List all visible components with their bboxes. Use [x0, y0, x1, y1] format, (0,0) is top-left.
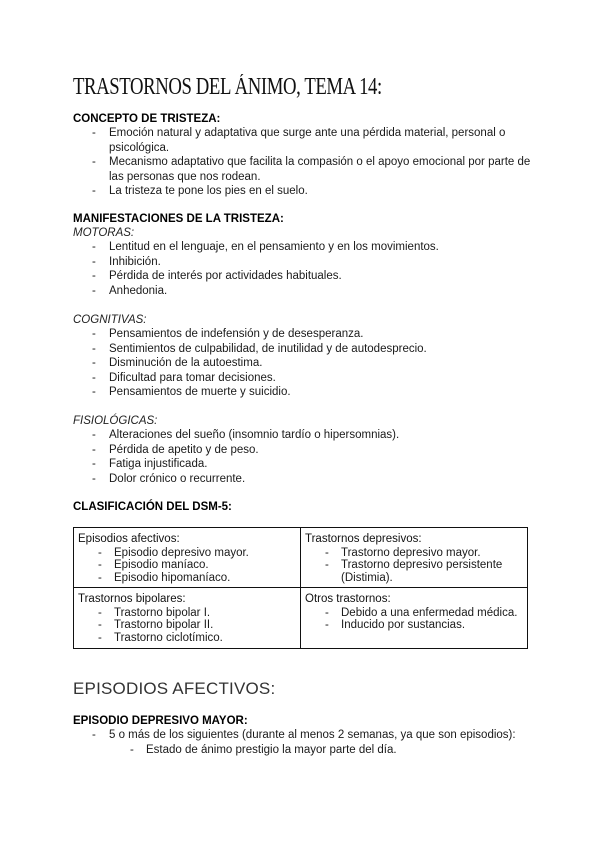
list-item: - Sentimientos de culpabilidad, de inutilidad y de autodesprecio.: [73, 342, 543, 357]
list-item: - Trastorno bipolar I.: [78, 607, 296, 620]
list-item: - Trastorno depresivo mayor.: [305, 547, 523, 560]
list-item: - La tristeza te pone los pies en el suelo.: [73, 184, 543, 199]
list-item: - Pensamientos de indefensión y de desesperanza.: [73, 327, 543, 342]
manifestaciones-heading: MANIFESTACIONES DE LA TRISTEZA:: [73, 213, 284, 225]
cell-title: Otros trastornos:: [305, 593, 391, 606]
list-item: - Inducido por sustancias.: [305, 619, 523, 632]
list-item: - Alteraciones del sueño (insomnio tardío o hipersomnias).: [73, 428, 543, 443]
list-item: - 5 o más de los siguientes (durante al menos 2 semanas, ya que son episodios):: [73, 728, 543, 743]
list-item: - Trastorno ciclotímico.: [78, 632, 296, 645]
manifestaciones-section: [73, 212, 543, 298]
list-item: - Fatiga injustificada.: [73, 457, 543, 472]
list-item: - Debido a una enfermedad médica.: [305, 607, 523, 620]
episodio-sublist: [73, 743, 543, 758]
list-item: - Emoción natural y adaptativa que surge ante una pérdida material, personal o psicológica.: [73, 126, 543, 155]
cell-list: [305, 607, 523, 632]
episodio-list: [73, 728, 543, 743]
motoras-label: MOTORAS:: [73, 227, 135, 239]
list-item: - Episodio maníaco.: [78, 559, 296, 572]
list-item: - Pérdida de apetito y de peso.: [73, 443, 543, 458]
fisiologicas-list: [73, 428, 543, 486]
clasificacion-heading: CLASIFICACIÓN DEL DSM-5:: [73, 501, 232, 513]
table-row: [74, 588, 528, 648]
motoras-list: [73, 240, 543, 298]
list-item: - Inhibición.: [73, 255, 543, 270]
dsm5-table: [73, 527, 528, 649]
cognitivas-list: [73, 327, 543, 400]
cell-list: [78, 607, 296, 645]
fisiologicas-label: FISIOLÓGICAS:: [73, 415, 158, 427]
list-item: - Episodio hipomaníaco.: [78, 572, 296, 585]
cell-title: Trastornos depresivos:: [305, 533, 422, 545]
cognitivas-label: COGNITIVAS:: [73, 314, 147, 326]
table-cell: [301, 588, 528, 648]
episodio-depresivo-section: [73, 714, 543, 757]
table-row: [74, 528, 528, 588]
list-item: - Disminución de la autoestima.: [73, 356, 543, 371]
concepto-heading: CONCEPTO DE TRISTEZA:: [73, 113, 221, 125]
cell-title: Episodios afectivos:: [78, 533, 180, 545]
list-item: - Pérdida de interés por actividades habituales.: [73, 269, 543, 284]
list-item: - Pensamientos de muerte y suicidio.: [73, 385, 543, 400]
concepto-section: [73, 112, 543, 199]
fisiologicas-section: [73, 414, 543, 486]
list-item: - Episodio depresivo mayor.: [78, 547, 296, 560]
table-cell: [74, 528, 301, 588]
list-item: - Dolor crónico o recurrente.: [73, 472, 543, 487]
clasificacion-section: [73, 500, 543, 514]
cell-title: Trastornos bipolares:: [78, 593, 186, 606]
list-item: - Mecanismo adaptativo que facilita la compasión o el apoyo emocional por parte de las personas que nos rodean.: [73, 155, 543, 184]
list-item: - Trastorno depresivo persistente (Distimia).: [305, 559, 523, 584]
cell-list: [305, 547, 523, 585]
list-item: - Dificultad para tomar decisiones.: [73, 371, 543, 386]
cognitivas-section: [73, 313, 543, 400]
concepto-list: [73, 126, 543, 199]
page-title: TRASTORNOS DEL ÁNIMO, TEMA 14:: [73, 74, 382, 100]
list-item: - Trastorno bipolar II.: [78, 619, 296, 632]
cell-list: [78, 547, 296, 585]
list-item: - Anhedonia.: [73, 284, 543, 299]
table-cell: [301, 528, 528, 588]
list-item: - Estado de ánimo prestigio la mayor parte del día.: [73, 743, 543, 758]
table-cell: [74, 588, 301, 648]
episodio-depresivo-heading: EPISODIO DEPRESIVO MAYOR:: [73, 715, 248, 727]
list-item: - Lentitud en el lenguaje, en el pensamiento y en los movimientos.: [73, 240, 543, 255]
episodios-section-title: EPISODIOS AFECTIVOS:: [73, 679, 276, 698]
